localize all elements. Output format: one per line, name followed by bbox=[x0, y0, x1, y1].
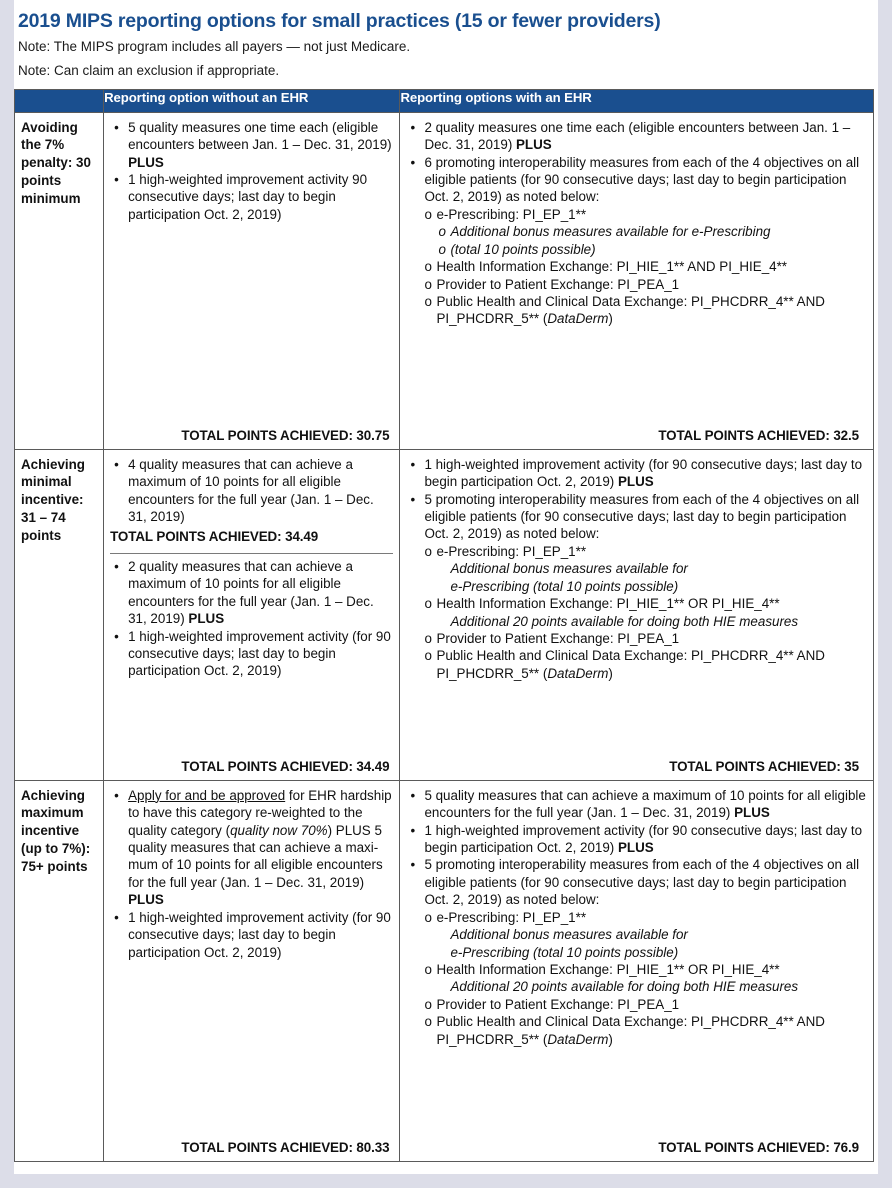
list-item bbox=[110, 628, 393, 680]
sub-item-text: Public Health and Clinical Data Exchange: PI_PHCDRR_4** AND PI_PHCDRR_5** (DataDerm) bbox=[436, 1014, 825, 1047]
sub-item bbox=[424, 293, 867, 328]
list-item bbox=[110, 558, 393, 628]
row-label-text: Achieving maximum incentive (up to 7%): 75+ points bbox=[21, 787, 91, 874]
sub-item bbox=[424, 996, 867, 1013]
sub-item-text: (total 10 points possible) bbox=[450, 241, 596, 257]
total-points-row2-with-ehr: TOTAL POINTS ACHIEVED: 35 bbox=[669, 759, 859, 775]
list-item bbox=[406, 491, 867, 683]
bullet-text: Apply for and be approved for EHR hardship to have this category re-weighted to the quality category (quality now 70%) PLUS 5 quality measures that can achieve a maxi-mum of 10 points for all eligible encounters for the full year (Jan. 1 – Dec. 31, 2019) bbox=[128, 787, 392, 890]
page-title: 2019 MIPS reporting options for small practices (15 or fewer providers) bbox=[18, 10, 661, 32]
sub-item-text: Additional 20 points available for doing both HIE measures bbox=[450, 979, 799, 995]
bullet-text: 5 promoting interoperability measures from each of the 4 objectives on all eligible patients (for 90 consecutive days; last day to begin participation Oct. 2, 2019) as noted below: bbox=[424, 857, 860, 908]
sub-item bbox=[424, 543, 867, 560]
row-label-cell-maximum-incentive bbox=[15, 780, 104, 1161]
bullet-list bbox=[110, 456, 393, 526]
sub-item bbox=[424, 595, 867, 612]
total-points-row1-with-ehr: TOTAL POINTS ACHIEVED: 32.5 bbox=[658, 428, 859, 444]
table-row bbox=[15, 449, 874, 780]
bullet-emphasis: PLUS bbox=[617, 474, 654, 490]
cell-row1-with-ehr bbox=[400, 112, 874, 449]
list-item bbox=[110, 456, 393, 526]
sub-item-text: Additional bonus measures available for bbox=[450, 561, 688, 577]
bullet-text: 1 high-weighted improvement activity 90 consecutive days; last day to begin participation Oct. 2, 2019) bbox=[128, 172, 368, 222]
bullet-text: 5 quality measures that can achieve a maximum of 10 points for all eligible encounters for the full year (Jan. 1 – Dec. 31, 2019) bbox=[424, 787, 866, 821]
list-item bbox=[110, 119, 393, 171]
sub-item-text: e-Prescribing (total 10 points possible) bbox=[450, 944, 679, 960]
bullet-text: 2 quality measures one time each (eligible encounters between Jan. 1 – Dec. 31, 2019) bbox=[424, 119, 851, 153]
list-item bbox=[406, 119, 867, 154]
bullet-list bbox=[110, 119, 393, 224]
sub-item bbox=[424, 241, 867, 258]
sub-item-text: Provider to Patient Exchange: PI_PEA_1 bbox=[436, 276, 680, 292]
sub-item-text: e-Prescribing: PI_EP_1** bbox=[436, 206, 587, 222]
bullet-text: 1 high-weighted improvement activity (for 90 consecutive days; last day to begin participation Oct. 2, 2019) bbox=[128, 909, 391, 960]
header-reporting-with-ehr: Reporting options with an EHR bbox=[400, 89, 874, 112]
sub-item bbox=[424, 909, 867, 926]
spacer bbox=[406, 328, 867, 422]
table-row bbox=[15, 112, 874, 449]
bullet-text: 1 high-weighted improvement activity (for 90 consecutive days; last day to begin participation Oct. 2, 2019) bbox=[424, 456, 863, 490]
bullet-text: 5 promoting interoperability measures from each of the 4 objectives on all eligible patients (for 90 consecutive days; last day to begin participation Oct. 2, 2019) as noted below: bbox=[424, 491, 860, 542]
list-item bbox=[406, 822, 867, 857]
sub-item-text: Additional bonus measures available for e-Prescribing bbox=[450, 224, 771, 240]
sub-item bbox=[424, 961, 867, 978]
sub-item bbox=[424, 613, 867, 630]
bullet-emphasis: PLUS bbox=[734, 805, 770, 821]
list-item bbox=[406, 456, 867, 491]
sub-item bbox=[424, 630, 867, 647]
sub-item bbox=[424, 926, 867, 943]
bullet-list bbox=[406, 787, 867, 1048]
sub-item-text: e-Prescribing (total 10 points possible) bbox=[450, 578, 679, 594]
sub-item bbox=[424, 258, 867, 275]
total-points-row2-block1: TOTAL POINTS ACHIEVED: 34.49 bbox=[110, 529, 319, 545]
sub-item-text: Provider to Patient Exchange: PI_PEA_1 bbox=[436, 996, 680, 1012]
sub-item-text: Public Health and Clinical Data Exchange: PI_PHCDRR_4** AND PI_PHCDRR_5** (DataDerm) bbox=[436, 294, 825, 327]
total-points-row1-no-ehr: TOTAL POINTS ACHIEVED: 30.75 bbox=[181, 428, 390, 444]
header-blank bbox=[15, 89, 104, 112]
cell-row2-with-ehr bbox=[400, 449, 874, 780]
mips-reporting-table bbox=[14, 89, 874, 1162]
spacer bbox=[110, 223, 393, 425]
spacer bbox=[406, 682, 867, 752]
list-item bbox=[110, 171, 393, 223]
sub-item bbox=[424, 978, 867, 995]
list-item bbox=[110, 909, 393, 961]
sub-item-text: e-Prescribing: PI_EP_1** bbox=[436, 909, 587, 925]
row-label-text: Avoiding the 7% penalty: 30 points minimum bbox=[21, 119, 91, 206]
bullet-emphasis: PLUS bbox=[516, 137, 552, 153]
bullet-emphasis: PLUS bbox=[128, 892, 164, 908]
sub-item-text: Additional 20 points available for doing both HIE measures bbox=[450, 613, 799, 629]
spacer bbox=[110, 961, 393, 1137]
bullet-emphasis: PLUS bbox=[188, 611, 225, 627]
bullet-text: 1 high-weighted improvement activity (for 90 consecutive days; last day to begin participation Oct. 2, 2019) bbox=[424, 822, 863, 856]
sub-item-text: Additional bonus measures available for bbox=[450, 927, 688, 943]
sub-item bbox=[424, 560, 867, 577]
list-item bbox=[406, 856, 867, 1048]
sub-item-text: Health Information Exchange: PI_HIE_1** OR PI_HIE_4** bbox=[436, 962, 780, 978]
bullet-list bbox=[110, 787, 393, 961]
sub-item bbox=[424, 578, 867, 595]
header-reporting-without-ehr: Reporting option without an EHR bbox=[104, 89, 400, 112]
document-page bbox=[14, 0, 878, 1174]
cell-row3-no-ehr bbox=[104, 780, 400, 1161]
cell-row3-with-ehr bbox=[400, 780, 874, 1161]
row-label-cell-avoiding-penalty bbox=[15, 112, 104, 449]
sub-item bbox=[424, 1013, 867, 1048]
bullet-text: 4 quality measures that can achieve a maximum of 10 points for all eligible encounters for the full year (Jan. 1 – Dec. 31, 2019) bbox=[128, 456, 374, 525]
bullet-text: 2 quality measures that can achieve a maximum of 10 points for all eligible encounters for the full year (Jan. 1 – Dec. 31, 2019) bbox=[128, 558, 374, 627]
total-points-row3-no-ehr: TOTAL POINTS ACHIEVED: 80.33 bbox=[181, 1140, 390, 1156]
sub-item bbox=[424, 276, 867, 293]
total-points-row2-no-ehr: TOTAL POINTS ACHIEVED: 34.49 bbox=[181, 759, 390, 775]
cell-row2-no-ehr bbox=[104, 449, 400, 780]
sub-item bbox=[424, 223, 867, 240]
divider bbox=[110, 553, 393, 554]
bullet-list bbox=[110, 558, 393, 680]
sub-item bbox=[424, 206, 867, 223]
sub-item-text: Public Health and Clinical Data Exchange: PI_PHCDRR_4** AND PI_PHCDRR_5** (DataDerm) bbox=[436, 648, 825, 681]
bullet-text: 5 quality measures one time each (eligible encounters between Jan. 1 – Dec. 31, 2019) bbox=[128, 119, 392, 153]
spacer bbox=[110, 680, 393, 757]
sub-item bbox=[424, 944, 867, 961]
bullet-text: 1 high-weighted improvement activity (for 90 consecutive days; last day to begin participation Oct. 2, 2019) bbox=[128, 628, 391, 679]
table-row bbox=[15, 780, 874, 1161]
list-item bbox=[406, 154, 867, 328]
note-payers: Note: The MIPS program includes all payers — not just Medicare. bbox=[18, 39, 411, 55]
bullet-list bbox=[406, 456, 867, 682]
table-header-row bbox=[15, 89, 874, 112]
sub-item-text: Health Information Exchange: PI_HIE_1** AND PI_HIE_4** bbox=[436, 259, 788, 275]
list-item bbox=[406, 787, 867, 822]
note-exclusion: Note: Can claim an exclusion if appropriate. bbox=[18, 62, 280, 78]
sub-item-text: e-Prescribing: PI_EP_1** bbox=[436, 543, 587, 559]
cell-row1-no-ehr bbox=[104, 112, 400, 449]
spacer bbox=[406, 1048, 867, 1133]
total-points-row3-with-ehr: TOTAL POINTS ACHIEVED: 76.9 bbox=[658, 1140, 859, 1156]
bullet-text: 6 promoting interoperability measures from each of the 4 objectives on all eligible patients (for 90 consecutive days; last day to begin participation Oct. 2, 2019) as noted below: bbox=[424, 154, 860, 205]
bullet-emphasis: PLUS bbox=[617, 840, 654, 856]
bullet-emphasis: PLUS bbox=[128, 154, 164, 170]
sub-item bbox=[424, 647, 867, 682]
list-item bbox=[110, 787, 393, 909]
sub-item-text: Health Information Exchange: PI_HIE_1** OR PI_HIE_4** bbox=[436, 596, 780, 612]
row-label-text: Achieving minimal incentive: 31 – 74 points bbox=[21, 456, 85, 543]
sub-item-text: Provider to Patient Exchange: PI_PEA_1 bbox=[436, 631, 680, 647]
row-label-cell-minimal-incentive bbox=[15, 449, 104, 780]
bullet-list bbox=[406, 119, 867, 328]
